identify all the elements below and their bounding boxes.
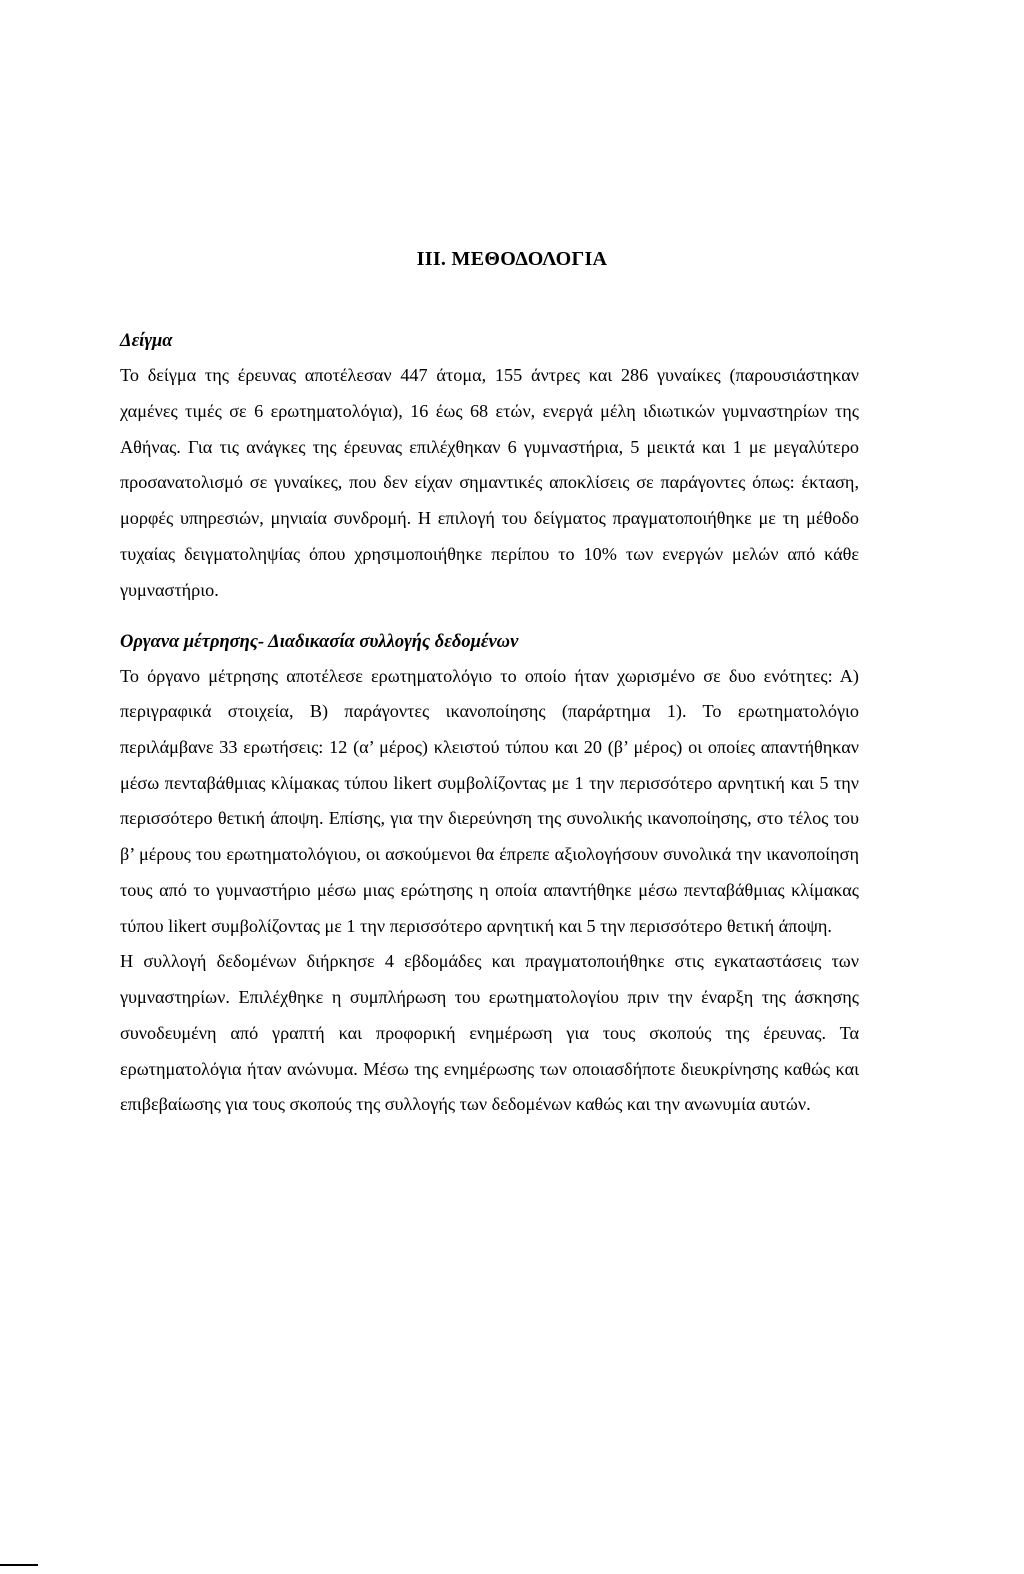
chapter-title: III. ΜΕΘΟΔΟΛΟΓΙΑ bbox=[416, 248, 608, 270]
page-edge-mark bbox=[0, 1564, 38, 1566]
paragraph-sample: Το δείγμα της έρευνας αποτέλεσαν 447 άτομα, 155 άντρες και 286 γυναίκες (παρουσιάστηκαν χαμένες τιμές σε 6 ερωτηματολόγια), 16 έως 68 ετών, ενεργά μέλη ιδιωτικών γυμναστηρίων της Αθήνας. Για τις ανάγκες της έρευνας επιλέχθηκαν 6 γυμναστήρια, 5 μεικτά και 1 με μεγαλύτερο προσανατολισμό σε γυναίκες, που δεν είχαν σημαντικές αποκλίσεις σε παράγοντες όπως: έκταση, μορφές υπηρεσιών, μηνιαία συνδρομή. Η επιλογή του δείγματος πραγματοποιήθηκε με τη μέθοδο τυχαίας δειγματοληψίας όπου χρησιμοποιήθηκε περίπου το 10% των ενεργών μελών από κάθε γυμναστήριο. bbox=[120, 365, 859, 600]
paragraph-instruments: Το όργανο μέτρησης αποτέλεσε ερωτηματολόγιο το οποίο ήταν χωρισμένο σε δυο ενότητες: Α) περιγραφικά στοιχεία, Β) παράγοντες ικανοποίησης (παράρτημα 1). Το ερωτηματολόγιο περιλάμβανε 33 ερωτήσεις: 12 (α’ μέρος) κλειστού τύπου και 20 (β’ μέρος) οι οποίες απαντήθηκαν μέσω πενταβάθμιας κλίμακας τύπου likert συμβολίζοντας με 1 την περισσότερο αρνητική και 5 την περισσότερο θετική άποψη. Επίσης, για την διερεύνηση της συνολικής ικανοποίησης, στο τέλος του β’ μέρους του ερωτηματολόγιου, οι ασκούμενοι θα έπρεπε αξιολογήσουν συνολικά την ικανοποίηση τους από το γυμναστήριο μέσω μιας ερώτησης η οποία απαντήθηκε μέσω πενταβάθμιας κλίμακας τύπου likert συμβολίζοντας με 1 την περισσότερο αρνητική και 5 την περισσότερο θετική άποψη. bbox=[120, 665, 859, 936]
paragraph-data-collection: Η συλλογή δεδομένων διήρκησε 4 εβδομάδες και πραγματοποιήθηκε στις εγκαταστάσεις των γυμναστηρίων. Επιλέχθηκε η συμπλήρωση του ερωτηματολογίου πριν την έναρξη της άσκησης συνοδευμένη από γραπτή και προφορική ενημέρωση για τους σκοπούς της έρευνας. Τα ερωτηματολόγια ήταν ανώνυμα. Μέσω της ενημέρωσης των οποιασδήποτε διευκρίνησης καθώς και επιβεβαίωσης για τους σκοπούς της συλλογής των δεδομένων καθώς και την ανωνυμία αυτών. bbox=[120, 951, 859, 1115]
section-heading-instruments: Οργανα μέτρησης- Διαδικασία συλλογής δεδομένων bbox=[120, 631, 519, 652]
page-content bbox=[120, 328, 859, 1123]
section-heading-sample: Δείγμα bbox=[120, 331, 173, 351]
